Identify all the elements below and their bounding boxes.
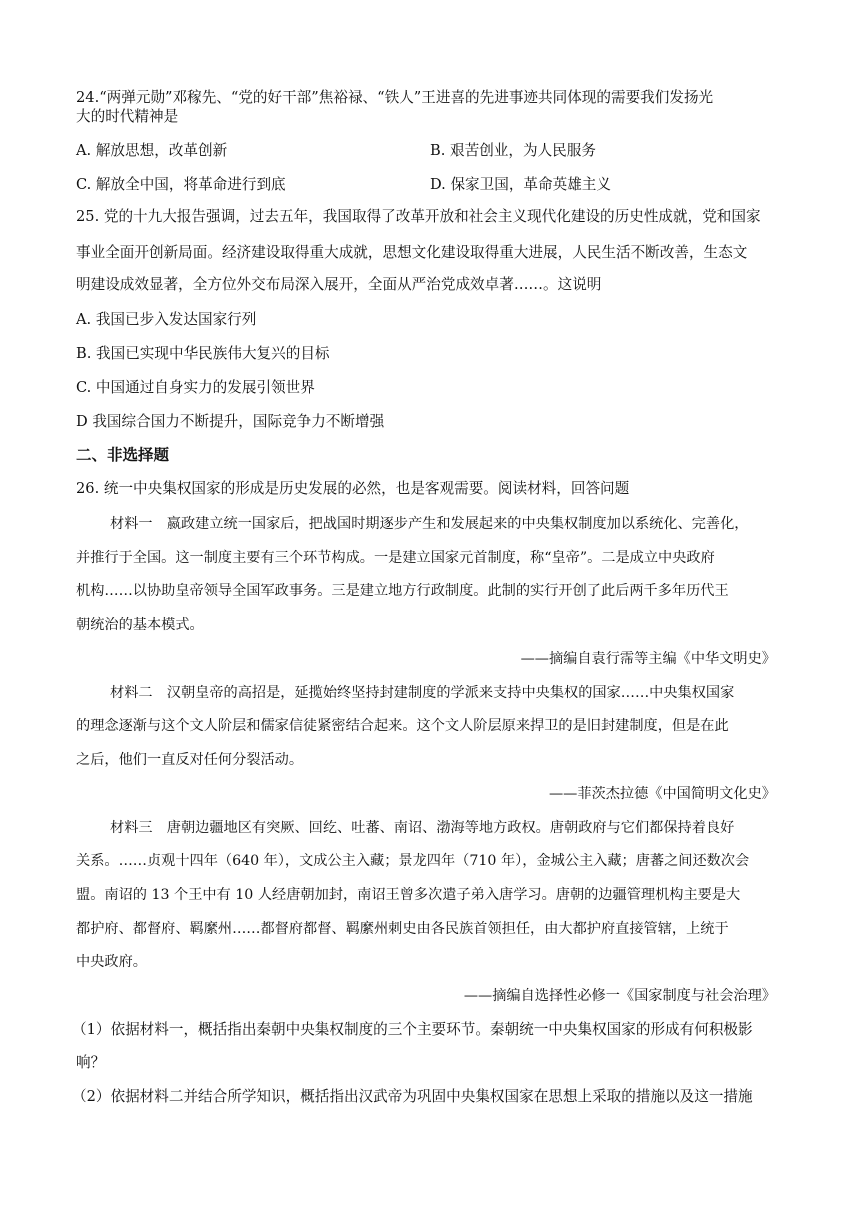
material2-line3: 之后，他们一直反对任何分裂活动。 xyxy=(76,752,304,768)
material3-source: ——摘编自选择性必修一《国家制度与社会治理》 xyxy=(463,988,776,1004)
q25-option-d: D 我国综合国力不断提升，国际竞争力不断增强 xyxy=(76,413,385,430)
q24-option-c: C. 解放全中国，将革命进行到底 xyxy=(76,176,286,193)
q24-stem-line1: 24.“两弹元勋”邓稼先、“党的好干部”焦裕禄、“铁人”王进喜的先进事迹共同体现的需要我们发扬光 xyxy=(76,89,714,106)
section-heading: 二、非选择题 xyxy=(76,446,170,464)
q24-stem-line2: 大的时代精神是 xyxy=(76,108,179,125)
material1-line2: 并推行于全国。这一制度主要有三个环节构成。一是建立国家元首制度，称“皇帝”。二是成立中央政府 xyxy=(76,550,715,566)
material1-line4: 朝统治的基本模式。 xyxy=(76,617,204,633)
q24-option-b: B. 艰苦创业，为人民服务 xyxy=(430,142,596,159)
q26-sub1-line1: （1）依据材料一，概括指出秦朝中央集权制度的三个主要环节。秦朝统一中央集权国家的形成有何积极影 xyxy=(72,1021,753,1038)
material2-line2: 的理念逐渐与这个文人阶层和儒家信徒紧密结合起来。这个文人阶层原来捍卫的是旧封建制度，但是在此 xyxy=(76,718,729,734)
q25-option-c: C. 中国通过自身实力的发展引领世界 xyxy=(76,379,315,396)
q26-sub1-line2: 响？ xyxy=(76,1054,106,1071)
material3-line5: 中央政府。 xyxy=(76,954,147,970)
material1-source: ——摘编自袁行霈等主编《中华文明史》 xyxy=(520,651,776,667)
q24-option-a: A. 解放思想，改革创新 xyxy=(76,142,228,159)
q26-sub2-line1: （2）依据材料二并结合所学知识，概括指出汉武帝为巩固中央集权国家在思想上采取的措施以及这一措施 xyxy=(72,1088,753,1105)
q25-option-a: A. 我国已步入发达国家行列 xyxy=(76,311,257,328)
q25-option-b: B. 我国已实现中华民族伟大复兴的目标 xyxy=(76,345,330,362)
material3-line4: 都护府、都督府、羁縻州……都督府都督、羁縻州刺史由各民族首领担任，由大都护府直接管辖，上统于 xyxy=(76,921,729,937)
material1-line1: 材料一 嬴政建立统一国家后，把战国时期逐步产生和发展起来的中央集权制度加以系统化、完善化， xyxy=(110,516,749,532)
material2-source: ——菲茨杰拉德《中国简明文化史》 xyxy=(548,786,776,802)
material3-line1: 材料三 唐朝边疆地区有突厥、回纥、吐蕃、南诏、渤海等地方政权。唐朝政府与它们都保持着良好 xyxy=(110,820,735,836)
material1-line3: 机构……以协助皇帝领导全国军政事务。三是建立地方行政制度。此制的实行开创了此后两千多年历代王 xyxy=(76,583,729,599)
q25-stem-line3: 明建设成效显著，全方位外交布局深入展开，全面从严治党成效卓著……。这说明 xyxy=(76,276,602,293)
q25-stem-line2: 事业全面开创新局面。经济建设取得重大成就，思想文化建设取得重大进展，人民生活不断改善，生态文 xyxy=(76,244,748,261)
q25-stem-line1: 25. 党的十九大报告强调，过去五年，我国取得了改革开放和社会主义现代化建设的历史性成就，党和国家 xyxy=(76,208,761,225)
q24-option-d: D. 保家卫国，革命英雄主义 xyxy=(430,176,611,193)
material3-line2: 关系。……贞观十四年（640 年），文成公主入藏；景龙四年（710 年），金城公主入藏；唐蕃之间还数次会 xyxy=(76,853,750,869)
q26-stem: 26. 统一中央集权国家的形成是历史发展的必然，也是客观需要。阅读材料，回答问题 xyxy=(76,480,630,497)
material3-line3: 盟。南诏的 13 个王中有 10 人经唐朝加封，南诏王曾多次遣子弟入唐学习。唐朝的边疆管理机构主要是大 xyxy=(76,887,741,903)
material2-line1: 材料二 汉朝皇帝的高招是，延揽始终坚持封建制度的学派来支持中央集权的国家……中央集权国家 xyxy=(110,685,735,701)
